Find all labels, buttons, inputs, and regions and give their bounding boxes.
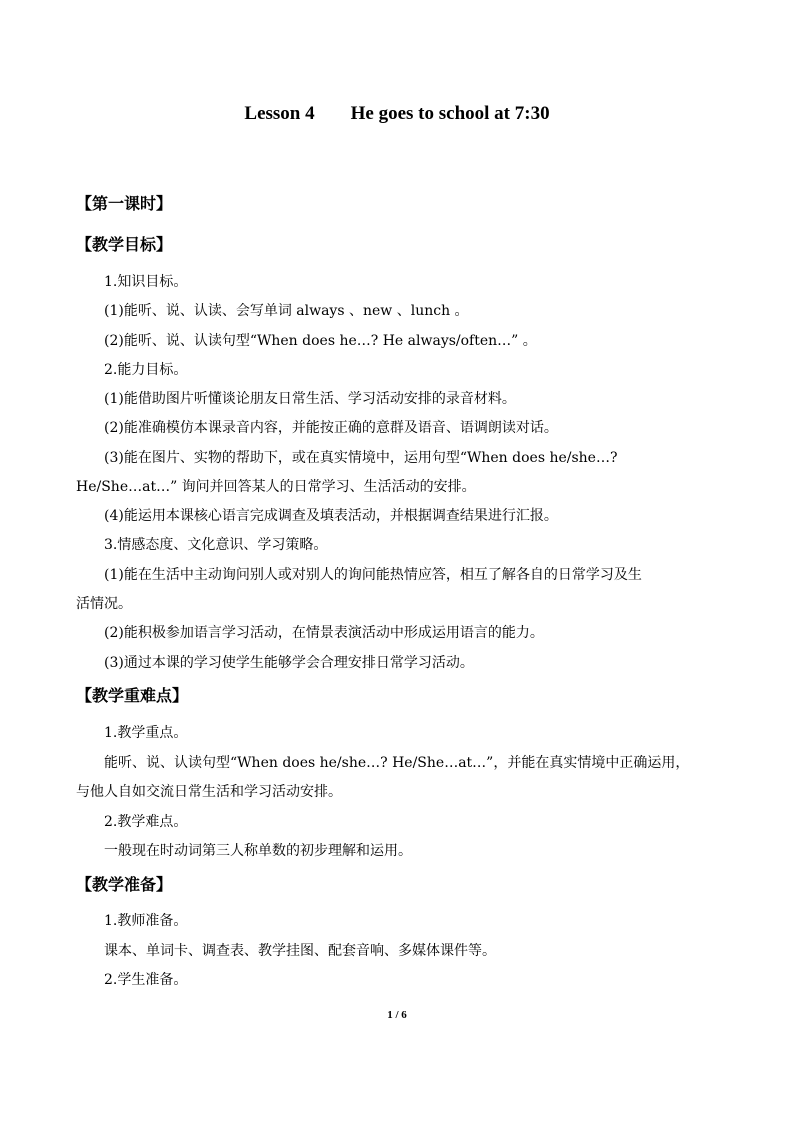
keypoint-difficulty-text: 一般现在时动词第三人称单数的初步理解和运用。 [104,843,412,859]
lesson-title [0,103,794,125]
prep-student: 2.学生准备。 [104,972,188,988]
objective-a4: (4)能运用本课核心语言完成调查及填表活动，并根据调查结果进行汇报。 [104,508,558,524]
objective-e1-line1: (1)能在生活中主动询问别人或对别人的询问能热情应答，相互了解各自的日常学习及生 [104,567,642,583]
section-preparation: 【教学准备】 [76,875,173,894]
section-period: 【第一课时】 [76,194,173,213]
objective-ability: 2.能力目标。 [104,362,188,378]
objective-e1-line2: 活情况。 [76,596,132,612]
objective-a3-line1: (3)能在图片、实物的帮助下，或在真实情境中，运用句型“When does he/she…? [104,450,618,466]
objective-emotion: 3.情感态度、文化意识、学习策略。 [104,537,328,553]
objective-a3-line2: He/She…at…” 询问并回答某人的日常学习、生活活动的安排。 [76,479,476,495]
objective-a2: (2)能准确模仿本课录音内容，并能按正确的意群及语音、语调朗读对话。 [104,420,558,436]
section-objectives: 【教学目标】 [76,235,173,254]
lesson-number: Lesson 4 [244,103,315,124]
objective-k1: (1)能听、说、认读、会写单词 always 、new 、lunch 。 [104,303,469,319]
section-keypoints: 【教学重难点】 [76,686,189,705]
objective-knowledge: 1.知识目标。 [104,274,188,290]
keypoint-focus-line1: 能听、说、认读句型“When does he/she…? He/She…at…”，并能在真实情境中正确运用， [104,755,690,771]
keypoint-focus: 1.教学重点。 [104,725,188,741]
prep-teacher-text: 课本、单词卡、调查表、教学挂图、配套音响、多媒体课件等。 [104,943,496,959]
objective-a1: (1)能借助图片听懂谈论朋友日常生活、学习活动安排的录音材料。 [104,391,516,407]
objective-k2: (2)能听、说、认读句型“When does he…? He always/often…” 。 [104,333,537,349]
page-number: 1 / 6 [387,1009,407,1021]
lesson-name: He goes to school at 7:30 [350,103,550,124]
prep-teacher: 1.教师准备。 [104,913,188,929]
keypoint-difficulty: 2.教学难点。 [104,814,188,830]
keypoint-focus-line2: 与他人自如交流日常生活和学习活动安排。 [76,784,342,800]
objective-e3: (3)通过本课的学习使学生能够学会合理安排日常学习活动。 [104,655,474,671]
objective-e2: (2)能积极参加语言学习活动，在情景表演活动中形成运用语言的能力。 [104,625,544,641]
